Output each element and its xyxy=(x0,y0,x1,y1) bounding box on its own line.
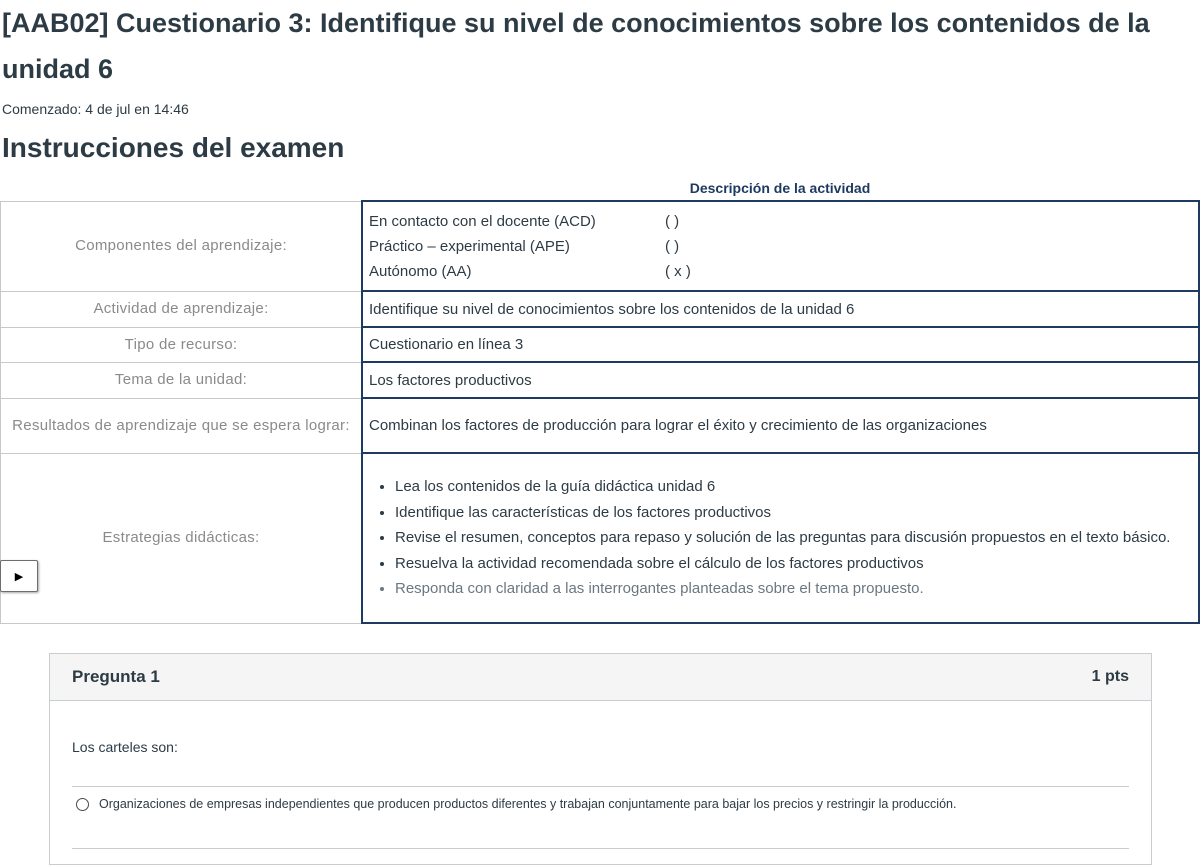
play-button[interactable] xyxy=(0,560,38,592)
answer-option[interactable] xyxy=(76,795,1076,813)
row-value: Identifique su nivel de conocimientos sobre los contenidos de la unidad 6 xyxy=(362,291,1199,327)
question-text: Los carteles son: xyxy=(72,739,178,755)
row-label: Actividad de aprendizaje: xyxy=(1,291,363,327)
component-item xyxy=(369,234,1192,259)
row-value: Los factores productivos xyxy=(362,362,1199,398)
list-item: • Revise el resumen, conceptos para repaso y solución de las preguntas para discusión propuestos en el texto básico. xyxy=(395,525,1192,551)
started-timestamp: Comenzado: 4 de jul en 14:46 xyxy=(2,101,189,117)
question-header xyxy=(50,654,1151,701)
table-row xyxy=(1,398,1200,453)
row-label: Componentes del aprendizaje: xyxy=(1,201,363,291)
quiz-title: [AAB02] Cuestionario 3: Identifique su nivel de conocimientos sobre los contenidos de la unidad 6 xyxy=(2,8,1150,84)
list-item: • Lea los contenidos de la guía didáctica unidad 6 xyxy=(395,474,1192,500)
component-mark: ( ) xyxy=(665,212,680,230)
question-title: Pregunta 1 xyxy=(72,667,160,686)
row-label: Tema de la unidad: xyxy=(1,362,363,398)
answer-divider xyxy=(72,786,1129,787)
component-name: Práctico – experimental (APE) xyxy=(369,237,570,255)
component-name: Autónomo (AA) xyxy=(369,262,472,280)
question-card xyxy=(49,653,1152,865)
strategies-cell xyxy=(362,453,1199,623)
activity-table xyxy=(0,200,1200,624)
activity-caption: Descripción de la actividad xyxy=(689,180,871,196)
component-mark: ( ) xyxy=(665,237,680,255)
play-icon: ▶ xyxy=(14,570,24,583)
list-item: • Resuelva la actividad recomendada sobre el cálculo de los factores productivos xyxy=(395,551,1192,577)
components-cell xyxy=(362,201,1199,291)
component-item xyxy=(369,259,1192,284)
row-label: Estrategias didácticas: xyxy=(1,453,363,623)
row-label: Tipo de recurso: xyxy=(1,327,363,362)
row-value: Combinan los factores de producción para lograr el éxito y crecimiento de las organizaciones xyxy=(362,398,1199,453)
instructions-heading: Instrucciones del examen xyxy=(2,132,345,163)
table-row xyxy=(1,201,1200,291)
table-row xyxy=(1,453,1200,623)
table-row xyxy=(1,327,1200,362)
answer-label: Organizaciones de empresas independientes que producen productos diferentes y trabajan conjuntamente para bajar los precios y restringir la producción. xyxy=(99,797,957,811)
component-name: En contacto con el docente (ACD) xyxy=(369,212,596,230)
row-label: Resultados de aprendizaje que se espera lograr: xyxy=(1,398,363,453)
list-item: • Identifique las características de los factores productivos xyxy=(395,500,1192,526)
radio-button[interactable] xyxy=(76,798,89,811)
list-item: • Responda con claridad a las interrogantes planteadas sobre el tema propuesto. xyxy=(395,576,1192,602)
row-value: Cuestionario en línea 3 xyxy=(362,327,1199,362)
question-points: 1 pts xyxy=(1091,668,1129,685)
table-row xyxy=(1,362,1200,398)
strategies-list xyxy=(369,474,1192,602)
component-item xyxy=(369,209,1192,234)
component-mark: ( x ) xyxy=(665,262,691,280)
table-row xyxy=(1,291,1200,327)
